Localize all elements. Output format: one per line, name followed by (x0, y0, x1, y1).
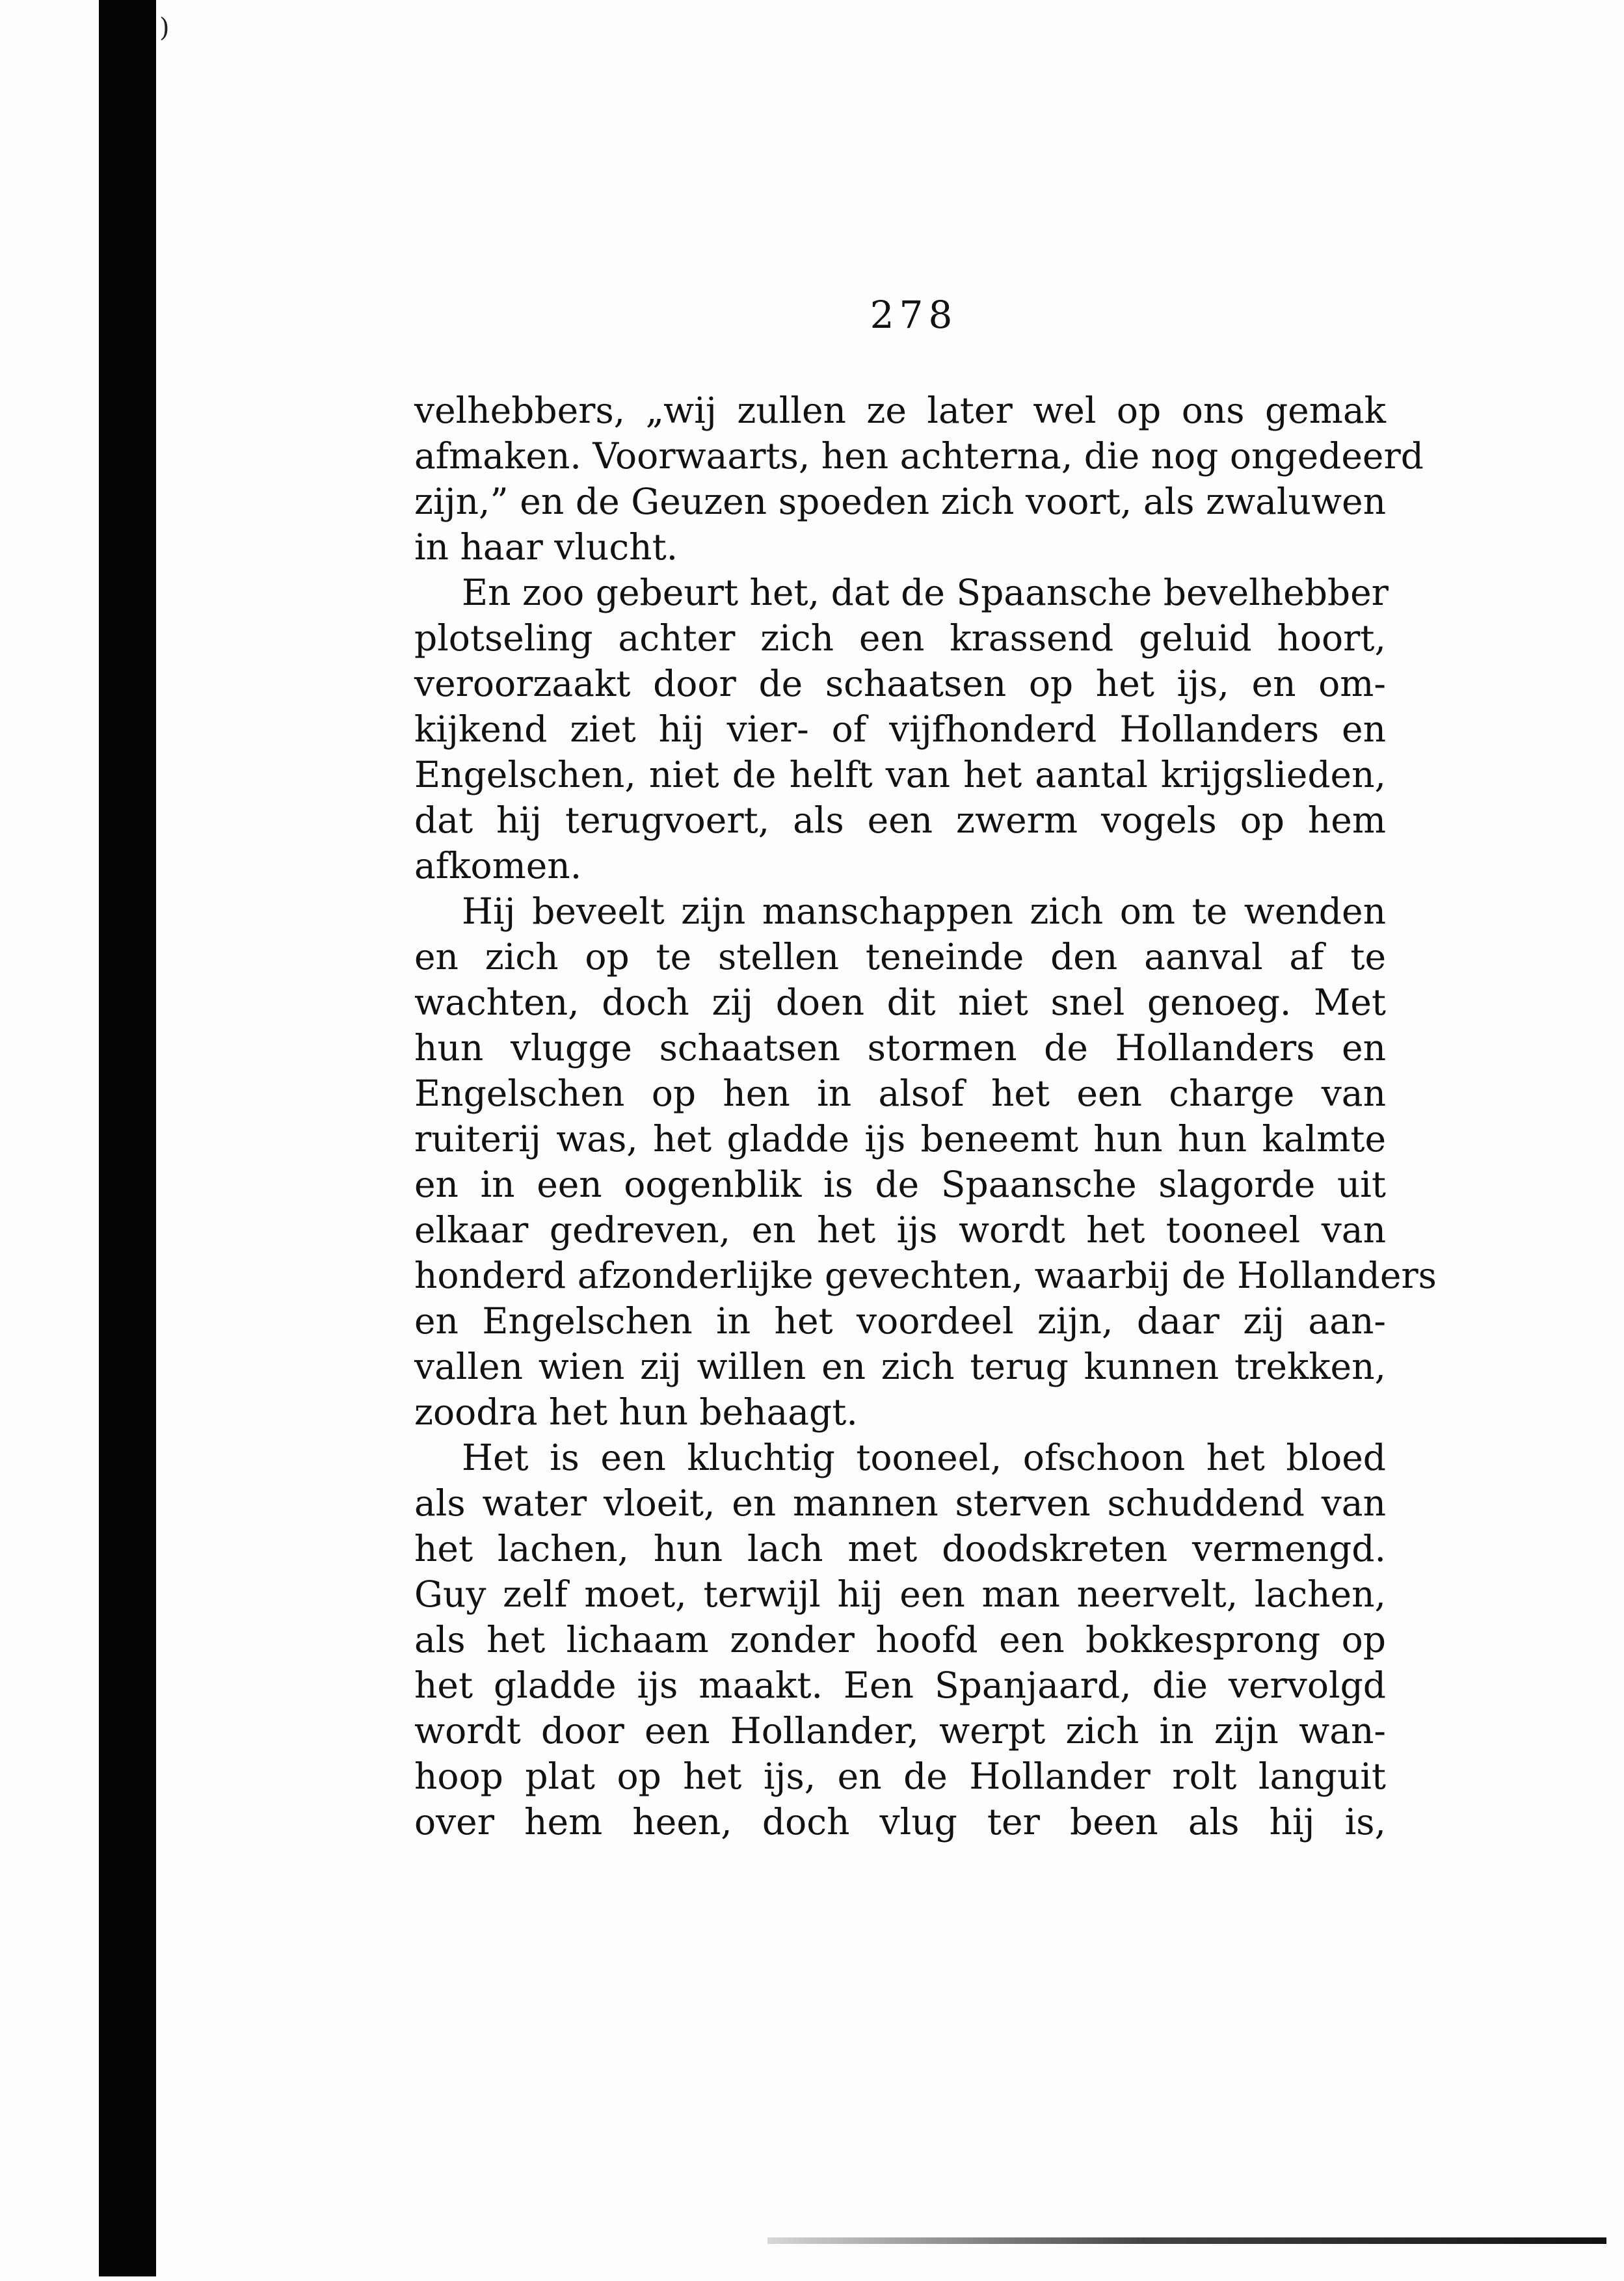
text-line: als water vloeit, en mannen sterven schuddend van (414, 1482, 1386, 1524)
text-line: Het is een kluchtig tooneel, ofschoon het bloed (462, 1437, 1386, 1478)
bottom-scan-rule (767, 2237, 1606, 2244)
text-line: honderd afzonderlijke gevechten, waarbij de Hollanders (414, 1255, 1437, 1296)
text-line: en in een oogenblik is de Spaansche slagorde uit (414, 1164, 1386, 1205)
text-line: zoodra het hun behaagt. (414, 1391, 858, 1433)
page-text (414, 388, 1437, 1845)
text-line: Engelschen op hen in alsof het een charge van (414, 1073, 1386, 1114)
text-line: kijkend ziet hij vier- of vijfhonderd Hollanders en (414, 708, 1386, 750)
text-line: Guy zelf moet, terwijl hij een man neervelt, lachen, (414, 1573, 1386, 1615)
text-line: Hij beveelt zijn manschappen zich om te wenden (462, 890, 1386, 932)
text-line: dat hij terugvoert, als een zwerm vogels op hem (414, 799, 1386, 841)
text-line: wordt door een Hollander, werpt zich in zijn wan- (414, 1710, 1386, 1752)
binding-shadow (99, 0, 156, 2276)
text-line: het gladde ijs maakt. Een Spanjaard, die vervolgd (414, 1664, 1386, 1706)
text-line: over hem heen, doch vlug ter been als hij is, (414, 1801, 1386, 1843)
page-number: 278 (870, 293, 958, 337)
text-line: hun vlugge schaatsen stormen de Hollanders en (414, 1027, 1386, 1069)
text-line: afmaken. Voorwaarts, hen achterna, die nog ongedeerd (414, 435, 1424, 477)
text-line: het lachen, hun lach met doodskreten vermengd. (414, 1528, 1386, 1569)
text-line: vallen wien zij willen en zich terug kunnen trekken, (414, 1346, 1386, 1387)
text-line: als het lichaam zonder hoofd een bokkesprong op (414, 1619, 1386, 1661)
text-line: hoop plat op het ijs, en de Hollander rolt languit (414, 1755, 1386, 1797)
text-line: Engelschen, niet de helft van het aantal krijgslieden, (414, 754, 1386, 795)
text-line: en zich op te stellen teneinde den aanval af te (414, 936, 1386, 978)
text-line: En zoo gebeurt het, dat de Spaansche bevelhebber (462, 572, 1389, 613)
text-line: veroorzaakt door de schaatsen op het ijs, en om- (414, 663, 1386, 704)
text-line: zijn,” en de Geuzen spoeden zich voort, als zwaluwen (414, 481, 1386, 522)
text-line: en Engelschen in het voordeel zijn, daar zij aan- (414, 1300, 1386, 1342)
text-line: elkaar gedreven, en het ijs wordt het tooneel van (414, 1209, 1386, 1251)
binding-mark: ) (159, 13, 170, 43)
text-line: plotseling achter zich een krassend geluid hoort, (414, 617, 1386, 659)
text-line: velhebbers, „wij zullen ze later wel op ons gemak (414, 390, 1386, 431)
text-line: wachten, doch zij doen dit niet snel genoeg. Met (414, 981, 1386, 1023)
text-line: afkomen. (414, 845, 582, 887)
text-line: in haar vlucht. (414, 526, 678, 568)
text-line: ruiterij was, het gladde ijs beneemt hun hun kalmte (414, 1118, 1386, 1160)
